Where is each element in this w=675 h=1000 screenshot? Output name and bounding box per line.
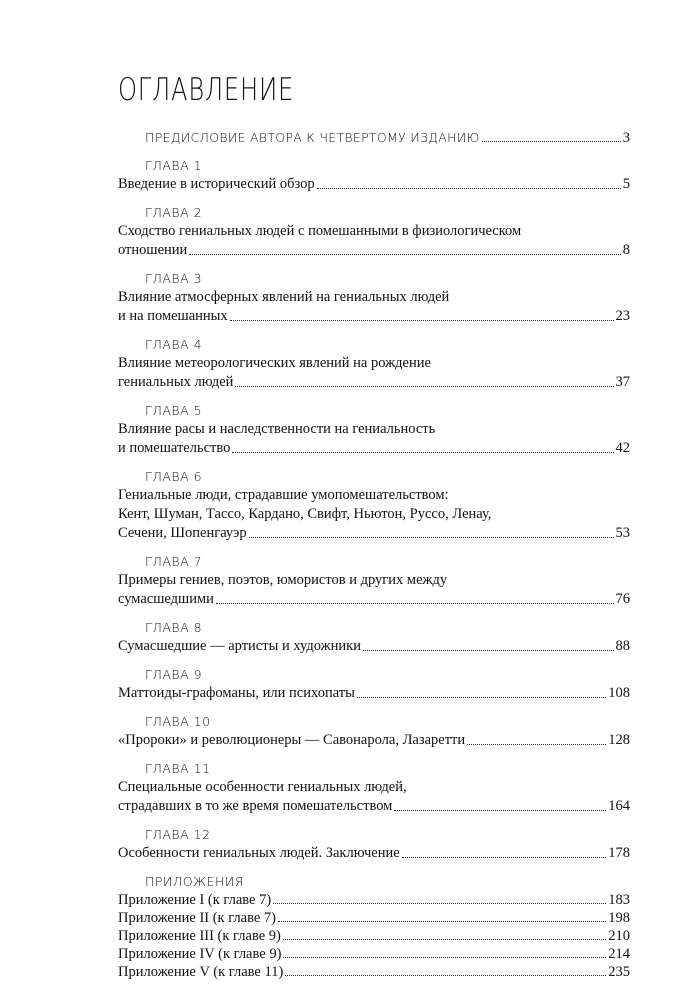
toc-appendix-entry[interactable] <box>118 963 630 981</box>
chapter-title-line: Кент, Шуман, Тассо, Кардано, Свифт, Ньютон, Руссо, Ленау, <box>118 506 492 522</box>
toc-entry-title: Приложение V (к главе 11) <box>118 964 284 980</box>
toc-appendix-entry[interactable] <box>118 891 630 909</box>
chapter-title-last-line <box>118 175 630 194</box>
dot-leader <box>394 809 606 811</box>
chapter-title-last-line <box>118 844 630 863</box>
chapter-title-last-line <box>118 439 630 458</box>
toc-page-number: 210 <box>608 928 630 944</box>
toc-entry-title: Маттоиды-графоманы, или психопаты <box>118 685 355 701</box>
toc-page-number: 108 <box>608 685 630 701</box>
chapter-heading: ГЛАВА 11 <box>145 761 211 776</box>
chapter-heading: ГЛАВА 12 <box>145 827 211 842</box>
toc-page-number: 76 <box>615 591 630 607</box>
toc-chapter-entry[interactable] <box>118 467 630 543</box>
chapter-title-line: Специальные особенности гениальных людей, <box>118 779 407 795</box>
toc-appendix-entry[interactable] <box>118 927 630 945</box>
dot-leader <box>278 920 606 922</box>
table-of-contents <box>118 128 630 981</box>
page-title: ОГЛАВЛЕНИЕ <box>118 72 295 108</box>
chapter-title-last-line <box>118 684 630 703</box>
toc-chapter-entry[interactable] <box>118 552 630 609</box>
chapter-title-last-line <box>118 797 630 816</box>
toc-entry-title: гениальных людей <box>118 374 234 390</box>
chapter-title-last-line <box>118 637 630 656</box>
toc-chapter-entry[interactable] <box>118 203 630 260</box>
toc-page-number: 23 <box>615 308 630 324</box>
chapter-title-line: Сходство гениальных людей с помешанными в физиологическом <box>118 223 522 239</box>
dot-leader <box>283 938 606 940</box>
dot-leader <box>232 451 613 453</box>
dot-leader <box>273 902 606 904</box>
dot-leader <box>230 319 614 321</box>
dot-leader <box>467 743 606 745</box>
dot-leader <box>283 956 606 958</box>
toc-page-number: 5 <box>622 176 630 192</box>
chapter-title-line: Влияние атмосферных явлений на гениальных людей <box>118 289 450 305</box>
chapter-heading: ГЛАВА 6 <box>145 469 203 484</box>
toc-chapter-entry[interactable] <box>118 618 630 656</box>
toc-chapter-entry[interactable] <box>118 156 630 194</box>
toc-chapter-entry[interactable] <box>118 665 630 703</box>
toc-entry-title: Приложение III (к главе 9) <box>118 928 281 944</box>
toc-chapter-entry[interactable] <box>118 335 630 392</box>
toc-page-number: 3 <box>622 130 630 146</box>
chapter-title-last-line <box>118 241 630 260</box>
chapter-heading: ГЛАВА 5 <box>145 403 203 418</box>
toc-page-number: 198 <box>608 910 630 926</box>
toc-chapter-entry[interactable] <box>118 269 630 326</box>
chapter-title-last-line <box>118 731 630 750</box>
toc-page-number: 128 <box>608 732 630 748</box>
chapter-title-last-line <box>118 307 630 326</box>
toc-page-number: 164 <box>608 798 630 814</box>
chapter-heading: ГЛАВА 1 <box>145 158 203 173</box>
toc-page-number: 37 <box>615 374 630 390</box>
toc-page-number: 178 <box>608 845 630 861</box>
toc-entry-title: и на помешанных <box>118 308 228 324</box>
dot-leader <box>317 187 621 189</box>
dot-leader <box>216 602 614 604</box>
dot-leader <box>482 140 621 142</box>
toc-entry-title: Приложение I (к главе 7) <box>118 892 272 908</box>
appendix-heading: ПРИЛОЖЕНИЯ <box>145 874 245 889</box>
toc-preface[interactable] <box>118 128 630 147</box>
dot-leader <box>402 856 607 858</box>
chapter-list <box>118 156 630 863</box>
toc-page-number: 42 <box>615 440 630 456</box>
toc-entry-title: отношении <box>118 242 188 258</box>
toc-entry-title: сумасшедшими <box>118 591 214 607</box>
chapter-heading: ГЛАВА 2 <box>145 205 203 220</box>
chapter-title-line: Влияние метеорологических явлений на рождение <box>118 355 431 371</box>
dot-leader <box>249 536 614 538</box>
chapter-title-last-line <box>118 590 630 609</box>
toc-chapter-entry[interactable] <box>118 401 630 458</box>
toc-entry-title: Введение в исторический обзор <box>118 176 315 192</box>
chapter-title-line: Влияние расы и наследственности на гениальность <box>118 421 436 437</box>
chapter-heading: ГЛАВА 4 <box>145 337 203 352</box>
toc-entry-title: и помешательство <box>118 440 231 456</box>
toc-page-number: 88 <box>615 638 630 654</box>
dot-leader <box>235 385 613 387</box>
chapter-title-last-line <box>118 373 630 392</box>
toc-chapter-entry[interactable] <box>118 712 630 750</box>
toc-page-number: 235 <box>608 964 630 980</box>
chapter-heading: ГЛАВА 8 <box>145 620 203 635</box>
toc-entry-title: Сечени, Шопенгауэр <box>118 525 247 541</box>
chapter-heading: ГЛАВА 7 <box>145 554 203 569</box>
chapter-heading: ГЛАВА 3 <box>145 271 203 286</box>
toc-page-number: 53 <box>615 525 630 541</box>
appendix-list <box>118 891 630 981</box>
chapter-heading: ГЛАВА 10 <box>145 714 211 729</box>
toc-appendices <box>118 872 630 981</box>
toc-entry-title: Особенности гениальных людей. Заключение <box>118 845 400 861</box>
toc-chapter-entry[interactable] <box>118 759 630 816</box>
toc-entry-title: «Пророки» и революционеры — Савонарола, Лазаретти <box>118 732 466 748</box>
toc-appendix-entry[interactable] <box>118 945 630 963</box>
chapter-title-last-line <box>118 524 630 543</box>
dot-leader <box>357 696 606 698</box>
toc-entry-title: страдавших в то же время помешательством <box>118 798 393 814</box>
toc-appendix-entry[interactable] <box>118 909 630 927</box>
toc-entry-title: Приложение IV (к главе 9) <box>118 946 282 962</box>
dot-leader <box>285 974 606 976</box>
toc-page-number: 8 <box>622 242 630 258</box>
toc-page-number: 214 <box>608 946 630 962</box>
chapter-title-line: Гениальные люди, страдавшие умопомешательством: <box>118 487 449 503</box>
toc-page-number: 183 <box>608 892 630 908</box>
dot-leader <box>363 649 614 651</box>
toc-entry-title: Приложение II (к главе 7) <box>118 910 277 926</box>
toc-entry-title: ПРЕДИСЛОВИЕ АВТОРА К ЧЕТВЕРТОМУ ИЗДАНИЮ <box>145 130 480 145</box>
chapter-title-line: Примеры гениев, поэтов, юмористов и других между <box>118 572 448 588</box>
chapter-heading: ГЛАВА 9 <box>145 667 203 682</box>
toc-entry-title: Сумасшедшие — артисты и художники <box>118 638 361 654</box>
dot-leader <box>189 253 620 255</box>
toc-chapter-entry[interactable] <box>118 825 630 863</box>
